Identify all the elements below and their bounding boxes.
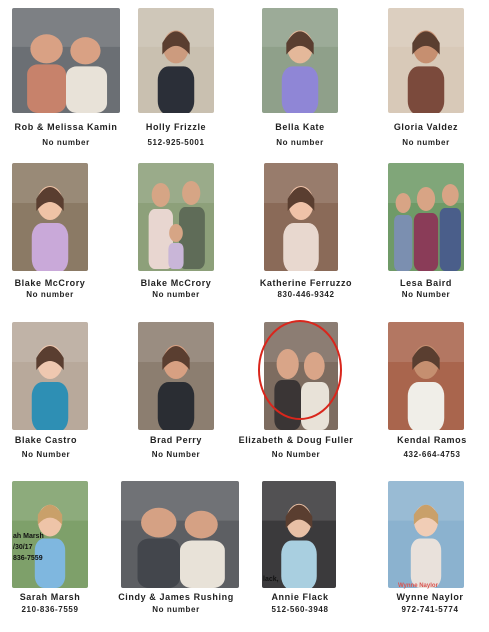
family-photo [138, 163, 214, 271]
person-name: Sarah Marsh [19, 592, 81, 602]
photo-caption-overlay: lack, [263, 576, 279, 583]
phone-number: 972-741-5774 [401, 605, 459, 614]
person-name: Blake McCrory [140, 278, 212, 288]
phone-number: No number [402, 138, 450, 147]
person-photo [262, 8, 338, 113]
person-name: Annie Flack [271, 592, 329, 602]
phone-number: No number [26, 290, 74, 299]
phone-number: No Number [401, 290, 451, 299]
phone-number: 210-836-7559 [21, 605, 79, 614]
phone-number: No number [152, 290, 200, 299]
couple-photo [12, 8, 120, 113]
person-name: Kendal Ramos [397, 435, 467, 445]
child-photo [388, 481, 464, 588]
person-photo [388, 322, 464, 430]
person-photo [12, 163, 88, 271]
person-photo [138, 322, 214, 430]
person-name: Elizabeth & Doug Fuller [238, 435, 354, 445]
person-name: Blake Castro [14, 435, 78, 445]
photo-caption-overlay: Wynne Naylor [398, 583, 438, 589]
person-name: Bella Kate [275, 122, 325, 132]
person-photo [264, 163, 338, 271]
person-photo [262, 481, 336, 588]
group-photo [388, 163, 464, 271]
phone-number: 830-446-9342 [277, 290, 335, 299]
photo-caption-overlay: /30/17 [13, 544, 33, 551]
photo-caption-overlay: ah Marsh [13, 533, 44, 540]
phone-number: No Number [271, 450, 321, 459]
person-name: Holly Frizzle [145, 122, 207, 132]
phone-number: 432-664-4753 [403, 450, 461, 459]
person-name: Katherine Ferruzzo [259, 278, 353, 288]
person-name: Cindy & James Rushing [118, 592, 234, 602]
person-name: Brad Perry [149, 435, 203, 445]
couple-photo [121, 481, 239, 588]
person-name: Rob & Melissa Kamin [14, 122, 118, 132]
phone-number: No Number [21, 450, 71, 459]
phone-number: 512-925-5001 [147, 138, 205, 147]
phone-number: No number [152, 605, 200, 614]
phone-number: No number [276, 138, 324, 147]
photo-caption-overlay: 836-7559 [13, 555, 43, 562]
person-name: Lesa Baird [399, 278, 453, 288]
person-photo [12, 322, 88, 430]
person-name: Blake McCrory [14, 278, 86, 288]
phone-number: 512-560-3948 [271, 605, 329, 614]
phone-number: No number [42, 138, 90, 147]
phone-number: No Number [151, 450, 201, 459]
person-photo [138, 8, 214, 113]
person-name: Gloria Valdez [393, 122, 459, 132]
person-name: Wynne Naylor [396, 592, 464, 602]
person-photo [388, 8, 464, 113]
red-circle-mark [258, 320, 342, 420]
